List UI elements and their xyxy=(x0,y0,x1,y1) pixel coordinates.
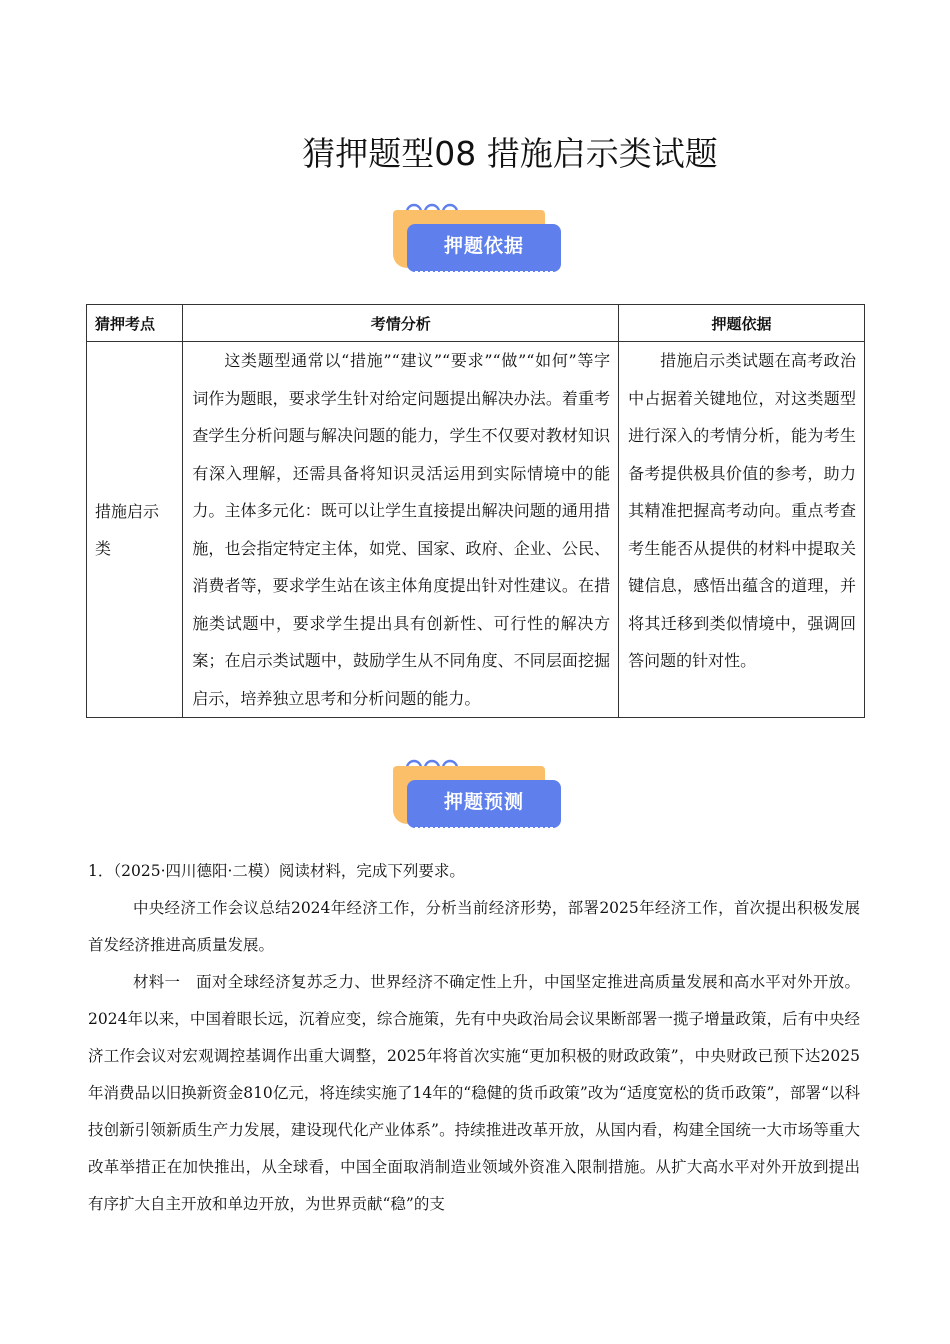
cell-analysis xyxy=(183,342,619,718)
table-header-row xyxy=(87,305,865,342)
question-intro: 中央经济工作会议总结2024年经济工作，分析当前经济形势，部署2025年经济工作，首次提出积极发展首发经济推进高质量发展。 xyxy=(88,899,860,954)
basis-text: 措施启示类试题在高考政治中占据着关键地位，对这类题型进行深入的考情分析，能为考生备考提供极具价值的参考，助力其精准把握高考动向。重点考查考生能否从提供的材料中提取关键信息，感悟出蕴含的道理，并将其迁移到类似情境中，强调回答问题的针对性。 xyxy=(628,351,856,670)
badge-dashed-line xyxy=(415,827,553,828)
badge-dashed-line xyxy=(415,271,553,272)
question-number: 1． xyxy=(88,862,114,880)
badge-label: 押题预测 xyxy=(407,780,561,828)
cell-basis xyxy=(619,342,865,718)
header-basis: 押题依据 xyxy=(619,305,865,342)
table-row xyxy=(87,342,865,718)
page-title: 猜押题型08 措施启示类试题 xyxy=(302,134,718,173)
badge-label: 押题依据 xyxy=(407,224,561,272)
section-badge-basis xyxy=(393,198,563,278)
question-material-1: 材料一 面对全球经济复苏乏力、世界经济不确定性上升，中国坚定推进高质量发展和高水平对外开放。2024年以来，中国着眼长远，沉着应变，综合施策，先有中央政治局会议果断部署一揽子增量政策，后有中央经济工作会议对宏观调控基调作出重大调整，2025年将首次实施“更加积极的财政政策”，中央财政已预下达2025年消费品以旧换新资金810亿元，将连续实施了14年的“稳健的货币政策”改为“适度宽松的货币政策”，部署“以科技创新引领新质生产力发展，建设现代化产业体系”。持续推进改革开放，从国内看，构建全国统一大市场等重大改革举措正在加快推出，从全球看，中国全面取消制造业领域外资准入限制措施。从扩大高水平对外开放到提出有序扩大自主开放和单边开放，为世界贡献“稳”的支 xyxy=(88,973,860,1213)
section-badge-forecast xyxy=(393,754,563,834)
header-topic: 猜押考点 xyxy=(87,305,183,342)
question-block xyxy=(88,853,860,1223)
analysis-table xyxy=(86,304,865,718)
cell-topic: 措施启示类 xyxy=(87,342,183,718)
question-header xyxy=(88,853,860,890)
header-analysis: 考情分析 xyxy=(183,305,619,342)
analysis-text: 这类题型通常以“措施”“建议”“要求”“做”“如何”等字词作为题眼，要求学生针对给定问题提出解决办法。着重考查学生分析问题与解决问题的能力，学生不仅要对教材知识有深入理解，还需具备将知识灵活运用到实际情境中的能力。主体多元化：既可以让学生直接提出解决问题的通用措施，也会指定特定主体，如党、国家、政府、企业、公民、消费者等，要求学生站在该主体角度提出针对性建议。在措施类试题中，要求学生提出具有创新性、可行性的解决方案；在启示类试题中，鼓励学生从不同角度、不同层面挖掘启示，培养独立思考和分析问题的能力。 xyxy=(192,351,611,708)
question-source: （2025·四川德阳·二模）阅读材料，完成下列要求。 xyxy=(113,862,465,880)
